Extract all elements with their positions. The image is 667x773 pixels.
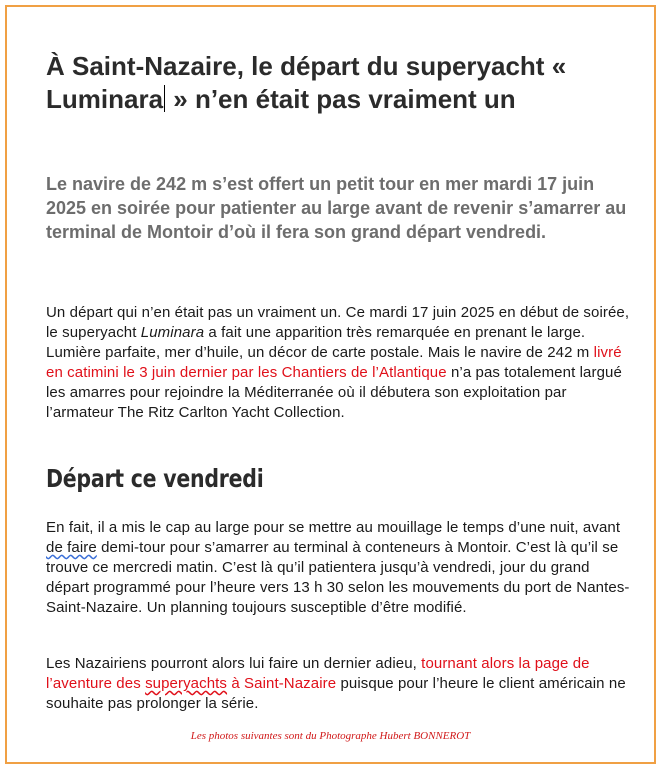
- paragraph-3-text-b: puisque pour l’heure le client américain ne souhaite pas prolonger la série.: [46, 675, 626, 712]
- yacht-name-italic: Luminara: [140, 324, 205, 341]
- paragraph-3: [46, 654, 636, 714]
- photo-credit: Les photos suivantes sont du Photographe Hubert BONNEROT: [190, 730, 471, 742]
- article-subtitle: Le navire de 242 m s’est offert un petit tour en mer mardi 17 juin 2025 en soirée pour patienter au large avant de revenir s’amarrer au terminal de Montoir d’où il fera son grand départ vendredi.: [46, 174, 627, 242]
- grammar-underline: de faire: [46, 539, 97, 556]
- paragraph-1-text-b: a fait une apparition très remarquée en prenant le large. Lumière parfaite, mer d’huile, un décor de carte postale. Mais le navire de 242 m: [46, 324, 594, 361]
- section-heading: Départ ce vendredi: [46, 464, 264, 493]
- delivery-link[interactable]: livré en catimini le 3 juin dernier par les Chantiers de l’Atlantique: [46, 344, 622, 381]
- paragraph-1: [46, 303, 636, 423]
- paragraph-3-text-a: Les Nazairiens pourront alors lui faire un dernier adieu,: [46, 655, 422, 672]
- superyachts-link-part1: tournant alors la page de l’aventure des: [46, 655, 590, 692]
- spelling-underline: superyachts: [145, 675, 228, 692]
- paragraph-2-text-b: demi-tour pour s’amarrer au terminal à conteneurs à Montoir. C’est là qu’il se trouve ce mercredi matin. C’est là qu’il patientera jusqu’à vendredi, jour du grand départ programmé pour l’heure vers 13 h 30 selon les mouvements du port de Nantes-Saint-Nazaire. Un planning toujours susceptible d’être modifié.: [46, 539, 630, 616]
- paragraph-1-text-c: n’a pas totalement largué les amarres pour rejoindre la Méditerranée où il débutera son exploitation par l’armateur The Ritz Carlton Yacht Collection.: [46, 364, 622, 421]
- paragraph-2-text-a: En fait, il a mis le cap au large pour se mettre au mouillage le temps d’une nuit, avant: [46, 519, 621, 536]
- article-title: [46, 50, 636, 116]
- superyachts-link-part2: à Saint-Nazaire: [227, 675, 337, 692]
- title-text-part1: À Saint-Nazaire, le départ du superyacht « Luminara: [46, 51, 567, 114]
- paragraph-2: [46, 518, 636, 618]
- text-cursor: [164, 85, 165, 112]
- paragraph-1-text-a: Un départ qui n’en était pas un vraiment un. Ce mardi 17 juin 2025 en début de soirée, le superyacht: [46, 304, 630, 341]
- title-text-part2: » n’en était pas vraiment un: [166, 84, 516, 114]
